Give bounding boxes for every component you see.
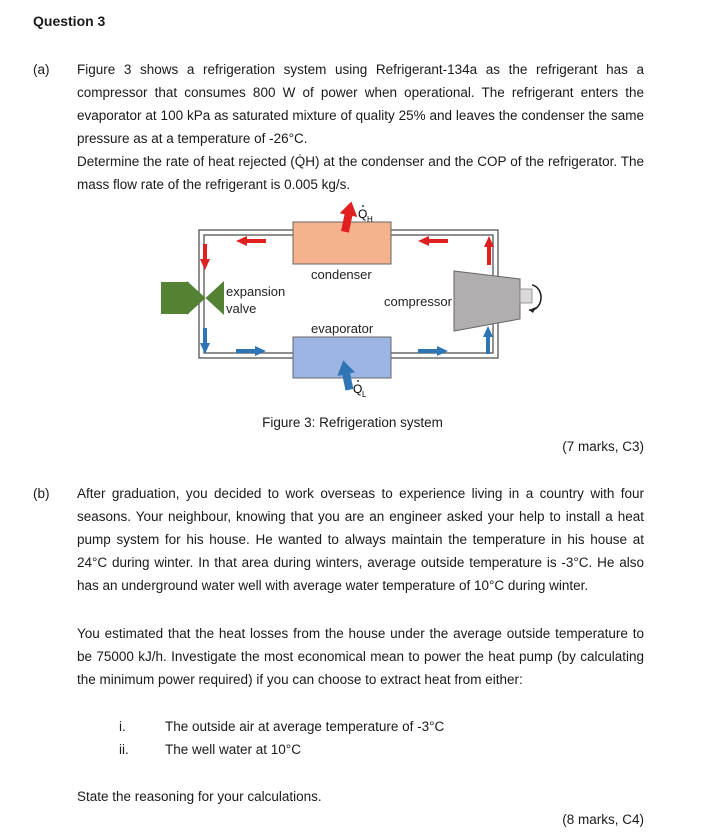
ql-subscript: L (362, 390, 367, 399)
condenser-label: condenser (311, 267, 372, 282)
rotation-arrowhead (529, 307, 536, 313)
qh-subscript: H (367, 215, 373, 224)
part-b-p1-line-5: has an underground water well with average water temperature of 10°C during winter. (77, 578, 589, 593)
compressor-body (454, 271, 520, 331)
expansion-valve-bowtie (187, 281, 224, 315)
part-b-p2-line-1: You estimated that the heat losses from the house under the average outside temperature to (77, 626, 644, 641)
part-a-line-5: Determine the rate of heat rejected (Q̇H) at the condenser and the COP of the refrigerator. The (77, 154, 644, 169)
qh-label: Q (358, 207, 368, 221)
option-numeral-1: i. (119, 719, 126, 734)
compressor-label: compressor (384, 294, 452, 309)
part-b-p1-line-2: seasons. Your neighbour, knowing that you are an engineer asked your help to install a heat (77, 509, 644, 524)
part-b-marks: (8 marks, C4) (562, 812, 644, 827)
part-a-line-4: pressure as at a temperature of -26°C. (77, 131, 308, 146)
option-text-1: The outside air at average temperature of -3°C (165, 719, 445, 734)
ql-label: Q (353, 382, 363, 396)
ql-dot (357, 380, 359, 382)
part-b-p1-line-1: After graduation, you decided to work overseas to experience living in a country with four (77, 486, 644, 501)
part-a-line-1: Figure 3 shows a refrigeration system using Refrigerant-134a as the refrigerant has a (77, 62, 644, 77)
expansion-valve-block (161, 282, 187, 314)
expansion-label: expansion (226, 284, 286, 299)
part-b-p1-line-4: 24°C during winter. In that area during winters, average outside temperature is -3°C. He also (77, 555, 644, 570)
part-a-line-6: mass flow rate of the refrigerant is 0.005 kg/s. (77, 177, 351, 192)
figure-caption: Figure 3: Refrigeration system (262, 415, 443, 430)
part-a-line-3: evaporator at 100 kPa as saturated mixture of quality 25% and leaves the condenser the same (77, 108, 644, 123)
part-b-p1-line-3: pump system for his house. He wanted to always maintain the temperature in his house at (77, 532, 644, 547)
evaporator-label: evaporator (311, 321, 374, 336)
refrigeration-diagram (0, 0, 705, 410)
compressor-shaft (520, 289, 532, 303)
part-b-p2-line-2: be 75000 kJ/h. Investigate the most economical mean to power the heat pump (by calculating (77, 649, 644, 664)
option-text-2: The well water at 10°C (165, 742, 301, 757)
question-title: Question 3 (33, 13, 106, 29)
part-b-p2-line-3: the minimum power required) if you can choose to extract heat from either: (77, 672, 523, 687)
part-a-label: (a) (33, 62, 50, 77)
qh-dot (362, 205, 364, 207)
option-numeral-2: ii. (119, 742, 129, 757)
valve-label: valve (226, 301, 257, 316)
part-a-line-2: compressor that consumes 800 W of power when operational. The refrigerant enters the (77, 85, 644, 100)
part-b-label: (b) (33, 486, 50, 501)
part-a-marks: (7 marks, C3) (562, 439, 644, 454)
part-b-closing: State the reasoning for your calculations. (77, 789, 322, 804)
